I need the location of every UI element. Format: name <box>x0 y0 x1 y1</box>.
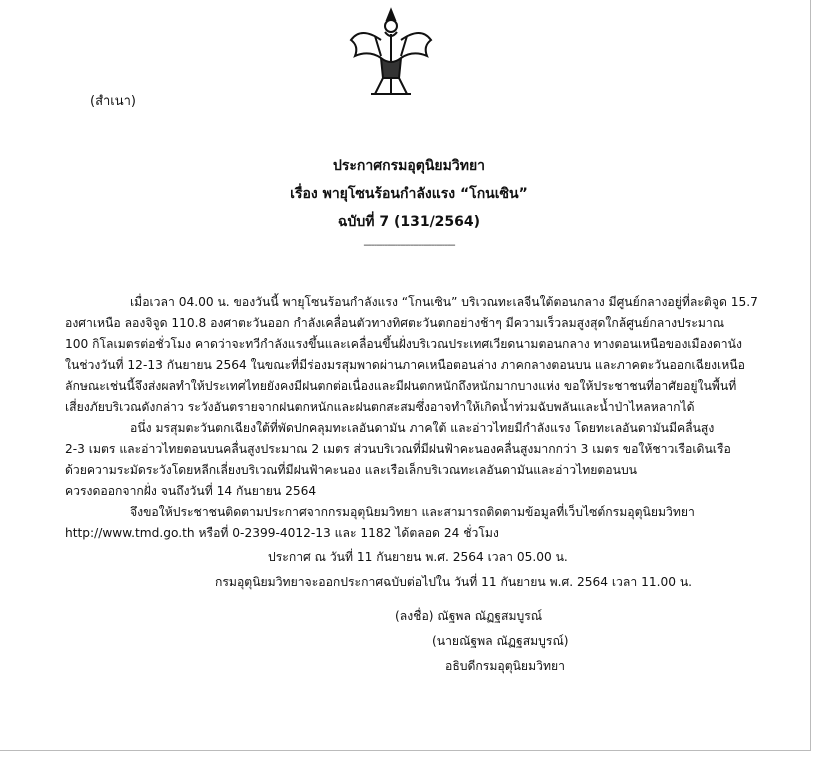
issue-date-line: ประกาศ ณ วันที่ 11 กันยายน พ.ศ. 2564 เวลา 05.00 น. <box>268 550 568 564</box>
body-line: องศาเหนือ ลองจิจูด 110.8 องศาตะวันออก กำลังเคลื่อนตัวทางทิศตะวันตกอย่างช้าๆ มีความเร็วลมสูงสุดใกล้ศูนย์กลางประมาณ <box>65 316 725 330</box>
signatory-position: อธิบดีกรมอุตุนิยมวิทยา <box>445 659 565 673</box>
body-line: เสี่ยงภัยบริเวณดังกล่าว ระวังอันตรายจากฝนตกหนักและฝนตกสะสมซึ่งอาจทำให้เกิดน้ำท่วมฉับพลันและน้ำป่าไหลหลากได้ <box>65 400 695 414</box>
signature-line: (ลงชื่อ) ณัฐพล ณัฏฐสมบูรณ์ <box>395 609 543 623</box>
signatory-name: (นายณัฐพล ณัฏฐสมบูรณ์) <box>432 634 569 648</box>
body-line: เมื่อเวลา 04.00 น. ของวันนี้ พายุโซนร้อนกำลังแรง “โกนเซิน” บริเวณทะเลจีนใต้ตอนกลาง มีศูนย์กลางอยู่ที่ละติจูด 15.7 <box>130 295 758 309</box>
body-line: ด้วยความระมัดระวังโดยหลีกเลี่ยงบริเวณที่มีฝนฟ้าคะนอง และเรือเล็กบริเวณทะเลอันดามันและอ่าวไทยตอนบน <box>65 463 638 477</box>
body-line: 100 กิโลเมตรต่อชั่วโมง คาดว่าจะทวีกำลังแรงขึ้นและเคลื่อนขึ้นฝั่งบริเวณประเทศเวียดนามตอนกลาง ทางตอนเหนือของเมืองดานัง <box>65 337 742 351</box>
body-line: ควรงดออกจากฝั่ง จนถึงวันที่ 14 กันยายน 2564 <box>65 484 317 498</box>
announcement-subject: เรื่อง พายุโซนร้อนกำลังแรง “โกนเซิน” <box>290 186 528 202</box>
copy-label: (สำเนา) <box>90 94 137 109</box>
body-line: จึงขอให้ประชาชนติดตามประกาศจากกรมอุตุนิยมวิทยา และสามารถติดตามข้อมูลที่เว็บไซต์กรมอุตุนิยมวิทยา <box>130 505 695 519</box>
next-issue-line: กรมอุตุนิยมวิทยาจะออกประกาศฉบับต่อไปใน วันที่ 11 กันยายน พ.ศ. 2564 เวลา 11.00 น. <box>215 575 693 589</box>
announcement-issue: ฉบับที่ 7 (131/2564) <box>337 214 481 230</box>
body-line: ในช่วงวันที่ 12-13 กันยายน 2564 ในขณะที่มีร่องมรสุมพาดผ่านภาคเหนือตอนล่าง ภาคกลางตอนบน และภาคตะวันออกเฉียงเหนือ <box>65 358 745 372</box>
body-line: http://www.tmd.go.th หรือที่ 0-2399-4012-13 และ 1182 ได้ตลอด 24 ชั่วโมง <box>65 526 499 540</box>
separator: ----------------------------------- <box>363 240 455 251</box>
garuda-emblem-icon <box>345 6 437 98</box>
announcement-title: ประกาศกรมอุตุนิยมวิทยา <box>332 158 486 174</box>
body-line: 2-3 เมตร และอ่าวไทยตอนบนคลื่นสูงประมาณ 2 เมตร ส่วนบริเวณที่มีฝนฟ้าคะนองคลื่นสูงมากกว่า 3 เมตร ขอให้ชาวเรือเดินเรือ <box>65 442 731 456</box>
body-line: อนึ่ง มรสุมตะวันตกเฉียงใต้ที่พัดปกคลุมทะเลอันดามัน ภาคใต้ และอ่าวไทยมีกำลังแรง โดยทะเลอันดามันมีคลื่นสูง <box>130 421 715 435</box>
body-line: ลักษณะเช่นนี้จึงส่งผลทำให้ประเทศไทยยังคงมีฝนตกต่อเนื่องและมีฝนตกหนักถึงหนักมากบางแห่ง ขอให้ประชาชนที่อาศัยอยู่ในพื้นที่ <box>65 379 737 393</box>
